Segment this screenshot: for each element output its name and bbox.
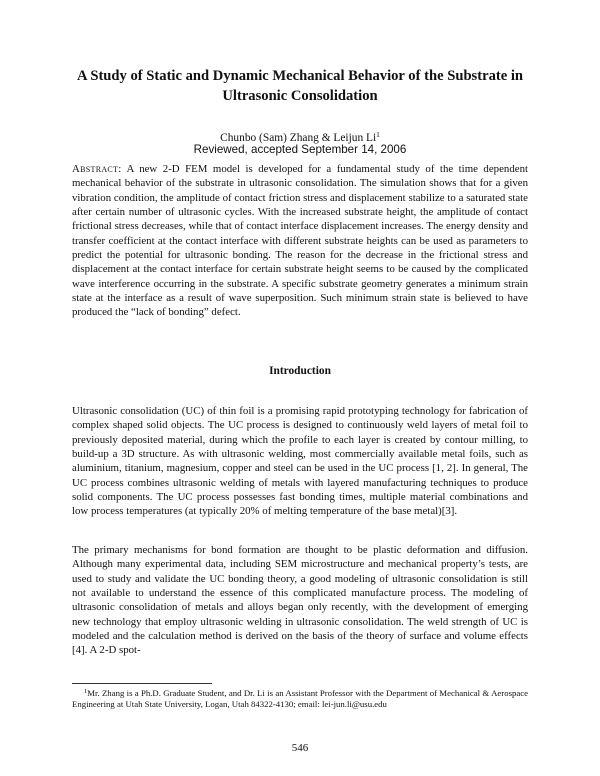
section-heading-introduction: Introduction <box>269 365 331 377</box>
intro-paragraph-1: Ultrasonic consolidation (UC) of thin foil is a promising rapid prototyping technology for fabrication of complex shaped solid objects. The UC process is designed to continuously weld layers of metal foil to previously deposited material, during which the profile to each layer is created by contour milling, to build-up a 3D structure. As with ultrasonic welding, most commercially available metal foils, such as aluminium, titanium, magnesium, copper and steel can be used in the UC process [1, 2]. In general, The UC process combines ultrasonic welding of metals with layered manufacturing techniques to produce solid components. The UC process possesses fast bonding times, multiple material combinations and low process temperatures (at typically 20% of melting temperature of the base metal)[3]. <box>72 405 528 518</box>
footnote-text: Mr. Zhang is a Ph.D. Graduate Student, and Dr. Li is an Assistant Professor with the Department of Mechanical & Aerospace Engineering at Utah State University, Logan, Utah 84322-4130; email: lei-jun.li@usu.edu <box>72 688 528 710</box>
author-footnote-mark: 1 <box>376 130 380 139</box>
review-date: Reviewed, accepted September 14, 2006 <box>193 143 407 156</box>
footnote-mark: 1 <box>84 688 88 695</box>
abstract <box>72 162 528 320</box>
author-names: Chunbo (Sam) Zhang & Leijun Li <box>220 132 377 144</box>
abstract-text: A new 2-D FEM model is developed for a fundamental study of the time dependent mechanical behavior of the substrate in ultrasonic consolidation. The simulation shows that for a given vibration condition, the amplitude of contact friction stress and displacement stabilize to a saturated state after certain number of ultrasonic cycles. With the increased substrate height, the amplitude of contact frictional stress decreases, while that of contact interface displacement increases. The energy density and transfer coefficient at the contact interface with different substrate heights can be used as parameters to predict the potential for ultrasonic bonding. The reason for the decrease in the frictional stress and displacement at the contact interface for certain substrate height seems to be caused by the complicated wave interference occurring in the substrate. A specific substrate geometry generates a minimum strain state at the interface as a result of wave superposition. Such minimum strain state is believed to have produced the “lack of bonding” defect. <box>72 163 528 319</box>
paper-title: A Study of Static and Dynamic Mechanical Behavior of the Substrate in Ultrasonic Consolidation <box>76 68 524 104</box>
page-number: 546 <box>291 742 309 754</box>
abstract-label: Abstract: <box>72 163 122 175</box>
footnote-divider <box>72 683 212 684</box>
footnote <box>72 686 528 711</box>
intro-paragraph-2: The primary mechanisms for bond formation are thought to be plastic deformation and diffusion. Although many experimental data, including SEM microstructure and mechanical property’s tests, are used to study and validate the UC bonding theory, a good modeling of ultrasonic consolidation is still not available to understand the essence of this complicated manufacture process. The modeling of ultrasonic consolidation of metals and alloys began only recently, with the development of emerging new technology that employ ultrasonic welding in ultrasonic consolidation. The weld strength of UC is modeled and the calculation method is derived on the basis of the theory of surface and volume effects [4]. A 2-D spot- <box>72 544 528 657</box>
